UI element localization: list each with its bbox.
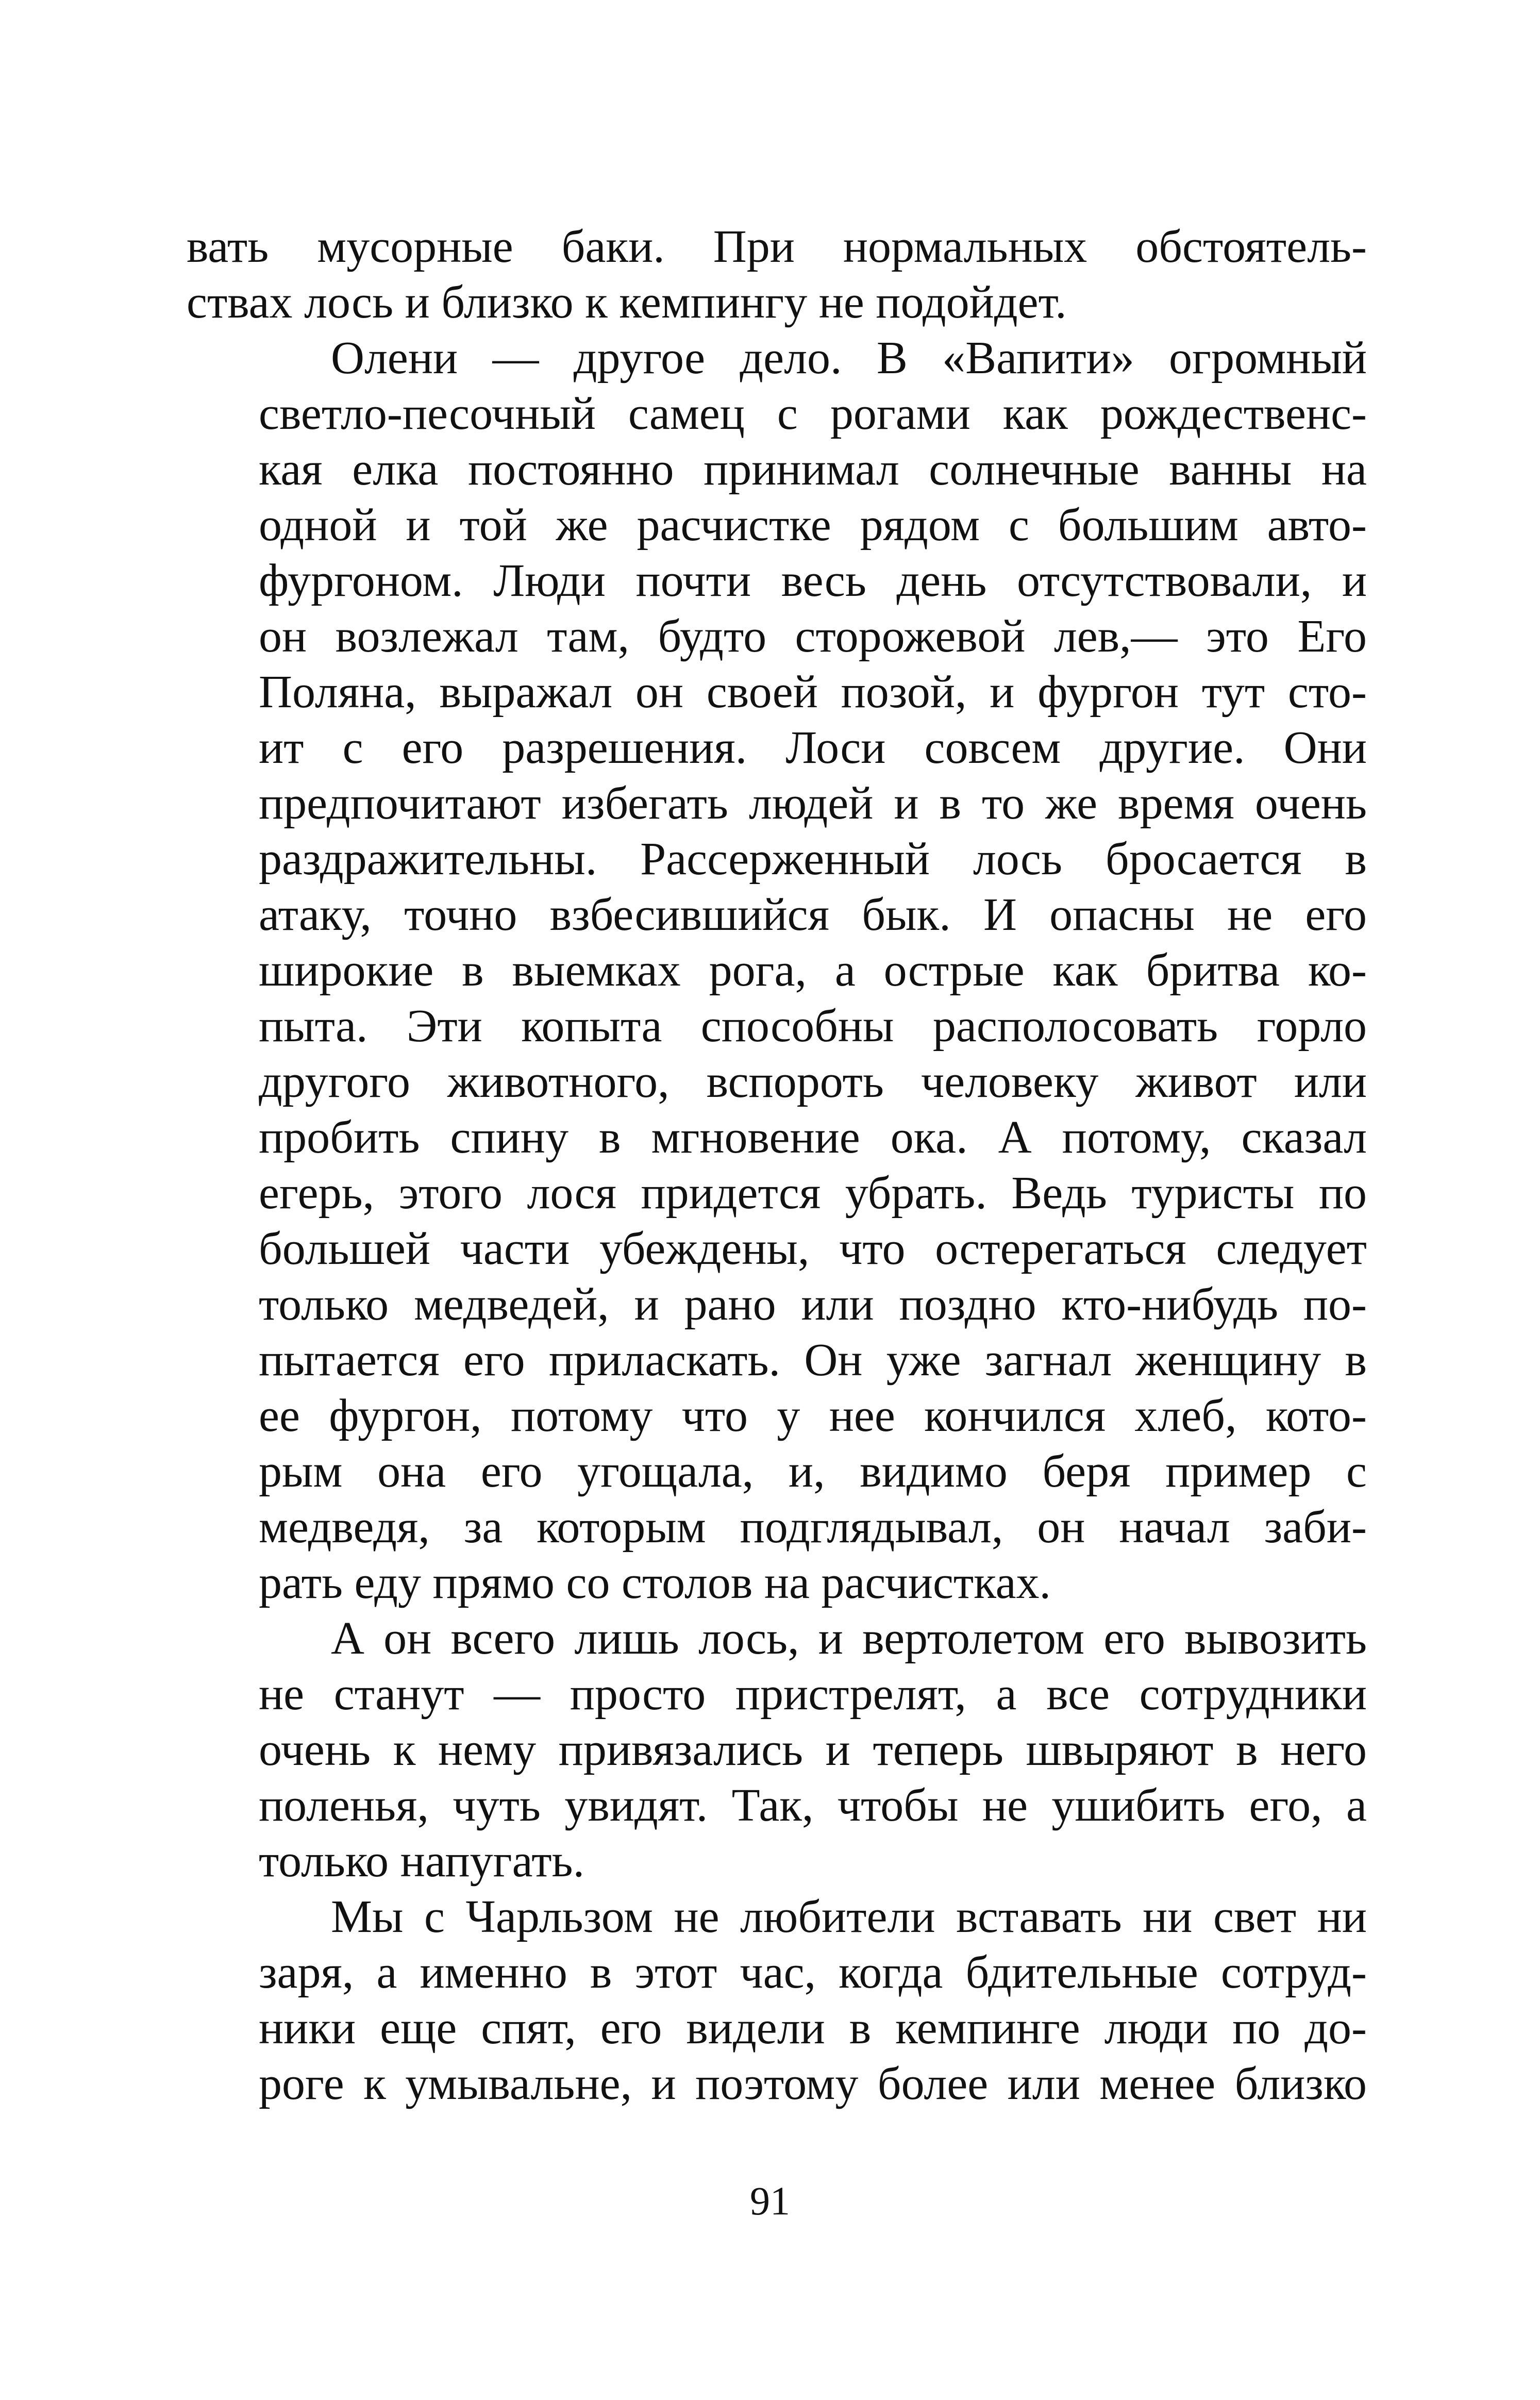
paragraph [187,1889,1367,2112]
text-line: только напугать. [259,1836,585,1887]
text-line: егерь, этого лося придется убрать. Ведь туристы по [259,1168,1367,1219]
text-line: вать мусорные баки. При нормальных обстоятель- [187,221,1367,272]
text-line: широкие в выемках рога, а острые как бритва ко- [259,945,1367,996]
text-line: фургоном. Люди почти весь день отсутствовали, и [259,555,1367,606]
text-line: ники еще спят, его видели в кемпинге люди по до- [259,2003,1367,2054]
page-number: 91 [750,2178,790,2223]
text-line: очень к нему привязались и теперь швыряют в него [259,1724,1367,1775]
text-line: кая елка постоянно принимал солнечные ванны на [259,444,1367,495]
text-line: медведя, за которым подглядывал, он начал заби- [259,1502,1367,1553]
text-line: Олени — другое дело. В «Вапити» огромный [331,332,1367,384]
text-line: поленья, чуть увидят. Так, чтобы не ушибить его, а [259,1780,1367,1831]
text-line: рым она его угощала, и, видимо беря пример с [259,1446,1367,1497]
text-line: ствах лось и близко к кемпингу не подойдет. [187,277,1067,328]
text-line: пытается его приласкать. Он уже загнал женщину в [259,1335,1367,1386]
text-line: ит с его разрешения. Лоси совсем другие. Они [259,722,1367,773]
paragraph [187,1611,1367,1889]
text-line: ее фургон, потому что у нее кончился хлеб, кото- [259,1390,1367,1441]
text-line: рать еду прямо со столов на расчистках. [259,1557,1051,1608]
text-line: не станут — просто пристрелят, а все сотрудники [259,1669,1367,1720]
text-line: пробить спину в мгновение ока. А потому, сказал [259,1112,1367,1163]
text-line: светло-песочный самец с рогами как рождественс- [259,388,1367,439]
text-line: заря, а именно в этот час, когда бдительные сотруд- [259,1947,1367,1998]
text-line: он возлежал там, будто сторожевой лев,— это Его [259,611,1367,662]
text-line: роге к умывальне, и поэтому более или менее близко [259,2058,1367,2109]
text-line: только медведей, и рано или поздно кто-нибудь по- [259,1279,1367,1330]
text-line: Поляна, выражал он своей позой, и фургон тут сто- [259,666,1367,718]
text-line: одной и той же расчистке рядом с большим авто- [259,499,1367,551]
text-line: пыта. Эти копыта способны располосовать горло [259,1001,1367,1052]
paragraph [187,219,1367,330]
text-line: другого животного, вспороть человеку живот или [259,1056,1367,1107]
text-line: раздражительны. Рассерженный лось бросается в [259,834,1367,885]
text-line: большей части убеждены, что остерегаться следует [259,1223,1367,1274]
body-text [187,219,1367,2112]
text-line: А он всего лишь лось, и вертолетом его вывозить [331,1613,1367,1664]
text-line: атаку, точно взбесившийся бык. И опасны не его [259,889,1367,940]
text-line: Мы с Чарльзом не любители вставать ни свет ни [331,1891,1367,1942]
text-line: предпочитают избегать людей и в то же время очень [259,778,1367,829]
paragraph [187,330,1367,1611]
